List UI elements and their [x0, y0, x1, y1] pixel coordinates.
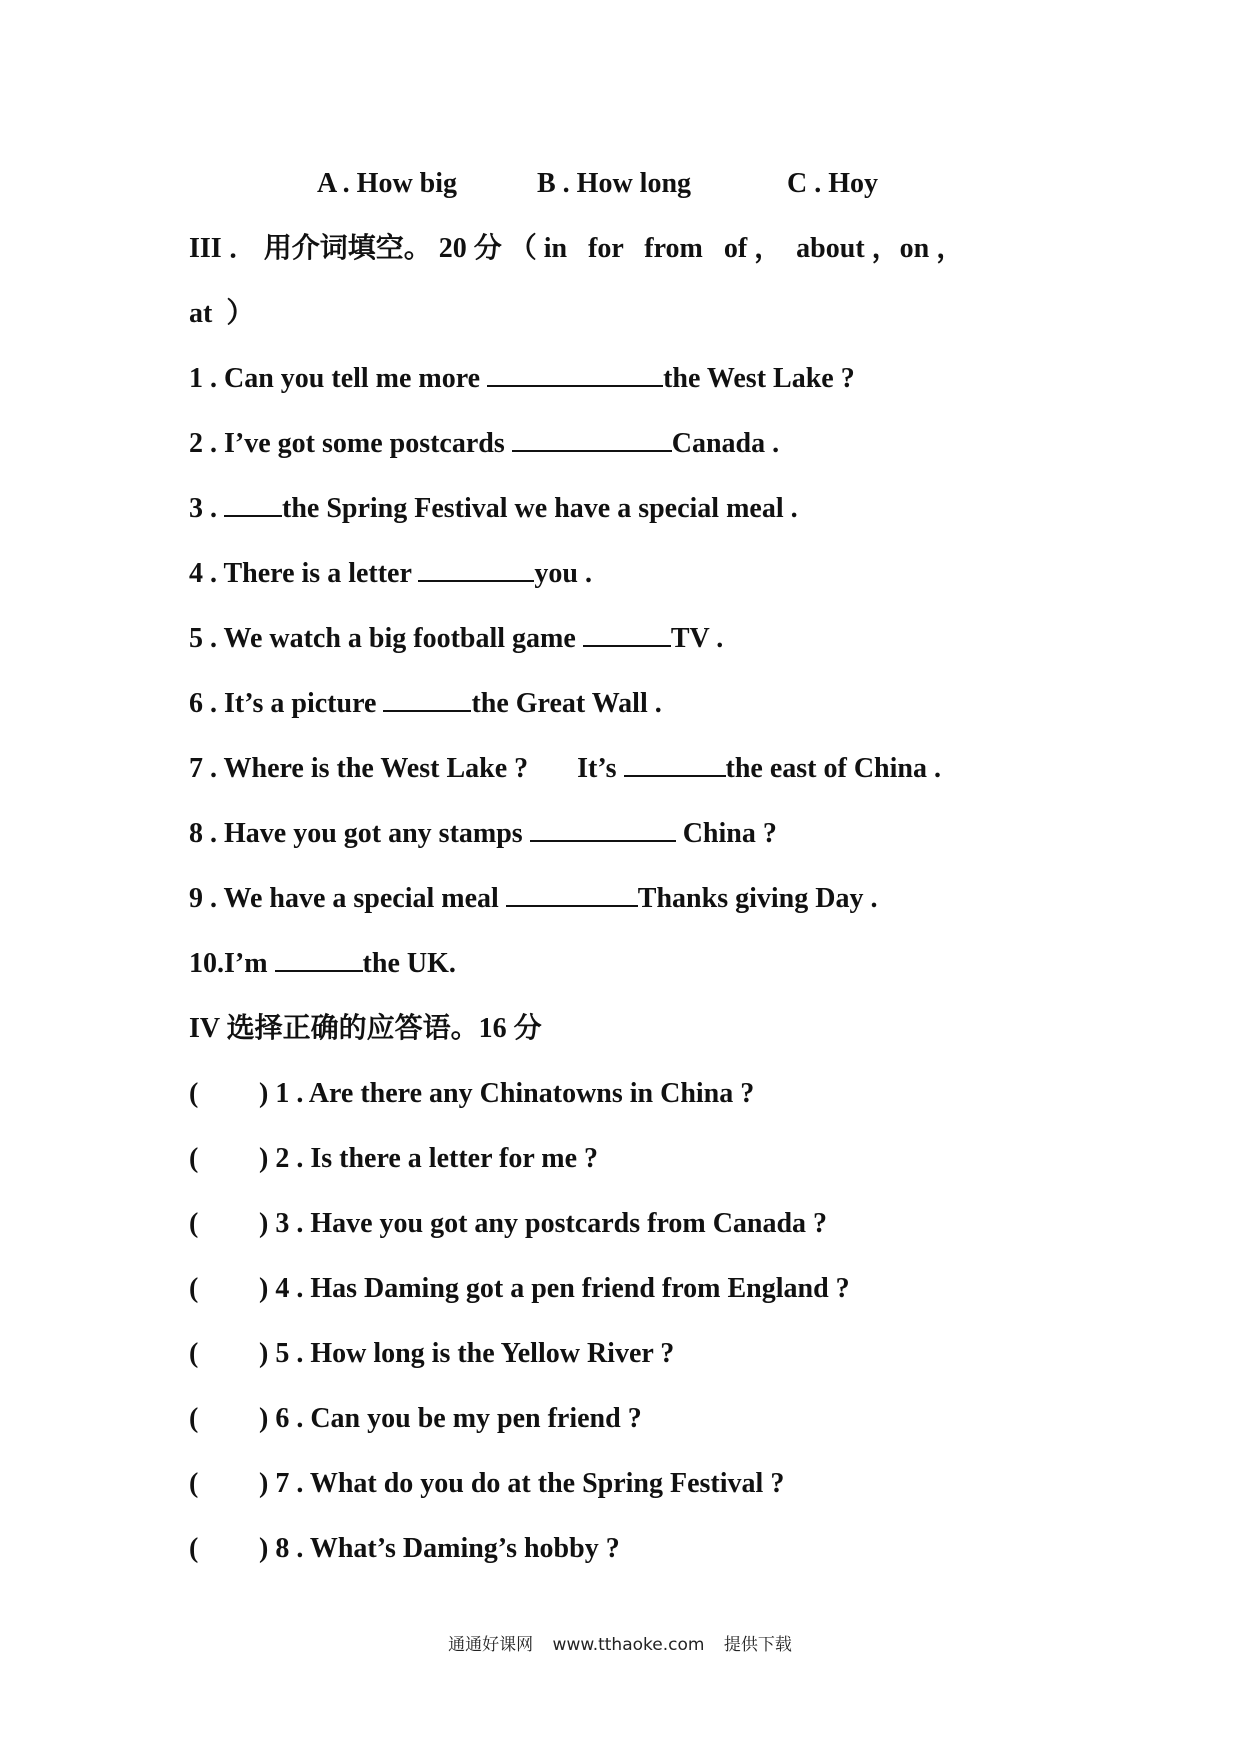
choice-item-7: [189, 1466, 784, 1502]
choice-item-2: [189, 1141, 598, 1177]
item-text: China ?: [675, 818, 777, 849]
question-text: ) 8 . What’s Daming’s hobby ?: [259, 1533, 620, 1564]
option-b: B . How long: [537, 168, 692, 199]
answer-blank[interactable]: [383, 688, 471, 712]
option-a: A . How big: [317, 168, 458, 199]
fill-in-item-7: [189, 751, 941, 787]
answer-paren[interactable]: (: [189, 1338, 199, 1369]
item-text: 7 . Where is the West Lake ? It’s: [189, 753, 624, 784]
answer-blank[interactable]: [418, 558, 534, 582]
item-text: 10.I’m: [189, 948, 275, 979]
section-3-title-continued: at ）: [189, 298, 255, 329]
answer-paren[interactable]: (: [189, 1273, 199, 1304]
fill-in-item-2: [189, 426, 779, 462]
item-text: the east of China .: [725, 753, 941, 784]
fill-in-item-3: [189, 491, 798, 527]
item-text: 5 . We watch a big football game: [189, 623, 583, 654]
item-text: 9 . We have a special meal: [189, 883, 506, 914]
question-text: ) 1 . Are there any Chinatowns in China ?: [259, 1078, 755, 1109]
footer-site-name: 通通好课网: [448, 1635, 534, 1655]
fill-in-item-5: [189, 621, 723, 657]
question-text: ) 6 . Can you be my pen friend ?: [259, 1403, 642, 1434]
question-text: ) 7 . What do you do at the Spring Festival ?: [259, 1468, 785, 1499]
answer-paren[interactable]: (: [189, 1078, 199, 1109]
option-c: C . Hoy: [787, 168, 878, 199]
item-text: 2 . I’ve got some postcards: [189, 428, 512, 459]
answer-blank[interactable]: [487, 363, 663, 387]
choice-item-4: [189, 1271, 850, 1307]
answer-paren[interactable]: (: [189, 1533, 199, 1564]
choice-item-6: [189, 1401, 642, 1437]
answer-blank[interactable]: [512, 428, 672, 452]
item-text: the Great Wall .: [471, 688, 662, 719]
answer-paren[interactable]: (: [189, 1403, 199, 1434]
item-text: Thanks giving Day .: [637, 883, 878, 914]
question-text: ) 3 . Have you got any postcards from Canada ?: [259, 1208, 828, 1239]
fill-in-item-8: [189, 816, 777, 852]
section-3-title: III ． 用介词填空。 20 分 （ in for from of ， about ，on ，: [189, 233, 965, 264]
answer-paren[interactable]: (: [189, 1208, 199, 1239]
fill-in-item-6: [189, 686, 662, 722]
choice-item-8: [189, 1531, 620, 1567]
fill-in-item-10: [189, 946, 456, 982]
question-text: ) 4 . Has Daming got a pen friend from England ?: [259, 1273, 850, 1304]
choice-item-1: [189, 1076, 754, 1112]
answer-blank[interactable]: [624, 753, 726, 777]
item-text: TV .: [670, 623, 724, 654]
answer-blank[interactable]: [583, 623, 671, 647]
item-text: the UK.: [362, 948, 456, 979]
choice-item-5: [189, 1336, 674, 1372]
answer-blank[interactable]: [275, 948, 363, 972]
item-text: 8 . Have you got any stamps: [189, 818, 530, 849]
footer-note: 提供下载: [723, 1635, 792, 1655]
item-text: 1 . Can you tell me more: [189, 363, 488, 394]
question-text: ) 5 . How long is the Yellow River ?: [259, 1338, 675, 1369]
item-text: 6 . It’s a picture: [189, 688, 384, 719]
fill-in-item-1: [189, 361, 855, 397]
page-footer: [0, 1630, 1240, 1655]
item-text: 3 .: [189, 493, 224, 524]
item-text: the Spring Festival we have a special meal .: [282, 493, 798, 524]
choice-item-3: [189, 1206, 827, 1242]
answer-paren[interactable]: (: [189, 1468, 199, 1499]
section-4-title: IV 选择正确的应答语。16 分: [189, 1013, 542, 1044]
fill-in-item-9: [189, 881, 877, 917]
item-text: 4 . There is a letter: [189, 558, 419, 589]
answer-paren[interactable]: (: [189, 1143, 199, 1174]
item-text: Canada .: [671, 428, 780, 459]
footer-url[interactable]: www.tthaoke.com: [552, 1635, 705, 1655]
answer-blank[interactable]: [530, 818, 676, 842]
item-text: the West Lake ?: [663, 363, 855, 394]
fill-in-item-4: [189, 556, 592, 592]
answer-blank[interactable]: [506, 883, 638, 907]
question-text: ) 2 . Is there a letter for me ?: [259, 1143, 598, 1174]
answer-blank[interactable]: [224, 493, 282, 517]
item-text: you .: [534, 558, 592, 589]
